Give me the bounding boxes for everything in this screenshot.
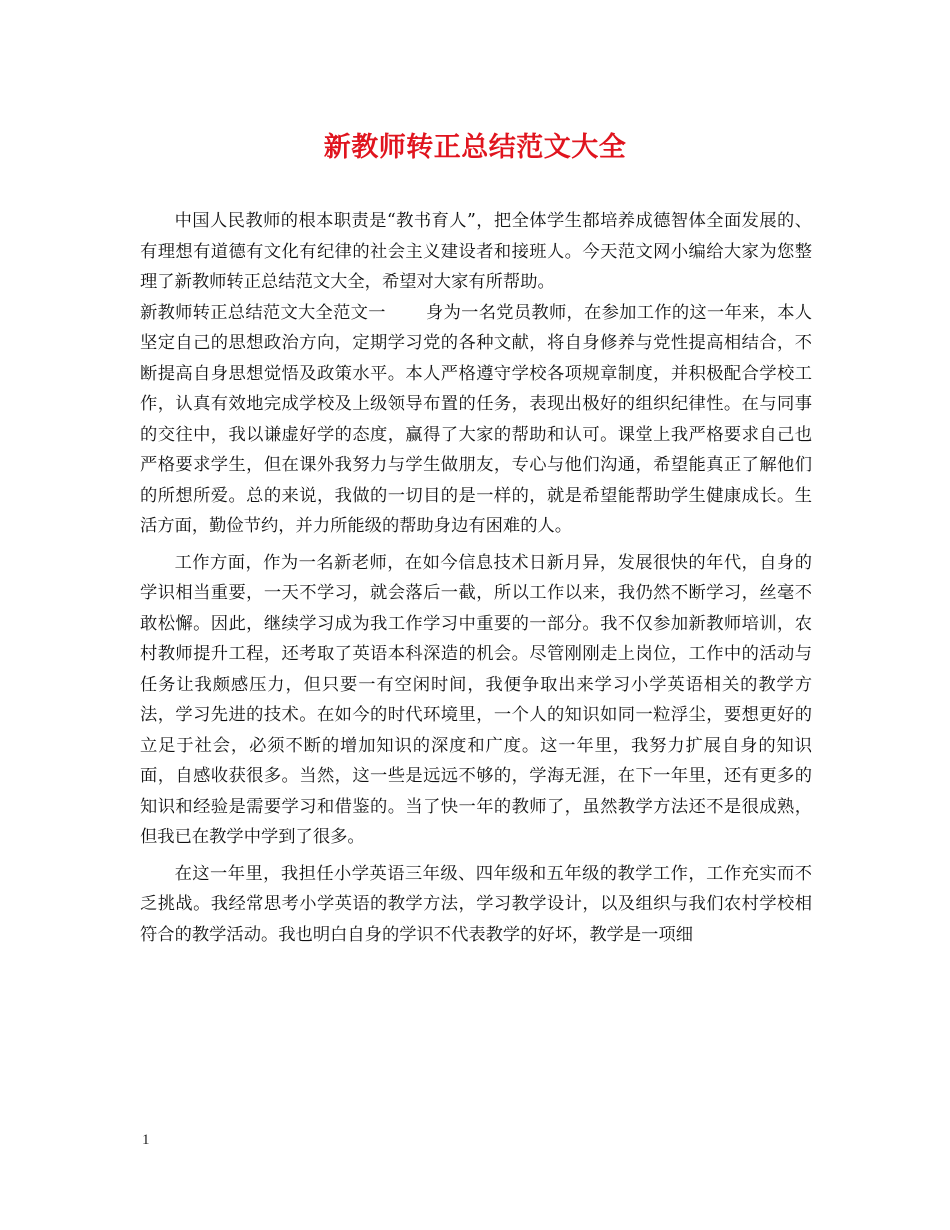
paragraph-teaching: 在这一年里，我担任小学英语三年级、四年级和五年级的教学工作，工作充实而不乏挑战。我经常思考小学英语的教学方法，学习教学设计，以及组织与我们农村学校相符合的教学活动。我也明白自身的学识不代表教学的好坏，教学是一项细 bbox=[140, 863, 812, 945]
section-one-text: 身为一名党员教师，在参加工作的这一年来，本人坚定自己的思想政治方向，定期学习党的各种文献，将自身修养与党性提高相结合，不断提高自身思想觉悟及政策水平。本人严格遵守学校各项规章制度，并积极配合学校工作，认真有效地完成学校及上级领导布置的任务，表现出极好的组织纪律性。在与同事的交往中，我以谦虚好学的态度，赢得了大家的帮助和认可。课堂上我严格要求自己也严格要求学生，但在课外我努力与学生做朋友，专心与他们沟通，希望能真正了解他们的所想所爱。总的来说，我做的一切目的是一样的，就是希望能帮助学生健康成长。生活方面，勤俭节约，并力所能级的帮助身边有困难的人。 bbox=[140, 302, 812, 536]
section-one-paragraph bbox=[140, 298, 812, 542]
intro-paragraph: 中国人民教师的根本职责是“教书育人”，把全体学生都培养成德智体全面发展的、有理想有道德有文化有纪律的社会主义建设者和接班人。今天范文网小编给大家为您整理了新教师转正总结范文大全，希望对大家有所帮助。 bbox=[140, 211, 812, 292]
page-number: 1 bbox=[142, 1132, 150, 1148]
document-body bbox=[140, 206, 812, 956]
section-heading: 新教师转正总结范文大全范文一 bbox=[140, 302, 386, 323]
paragraph-work: 工作方面，作为一名新老师，在如今信息技术日新月异，发展很快的年代，自身的学识相当重要，一天不学习，就会落后一截，所以工作以来，我仍然不断学习，丝毫不敢松懈。因此，继续学习成为我工作学习中重要的一部分。我不仅参加新教师培训，农村教师提升工程，还考取了英语本科深造的机会。尽管刚刚走上岗位，工作中的活动与任务让我颇感压力，但只要一有空闲时间，我便争取出来学习小学英语相关的教学方法，学习先进的技术。在如今的时代环境里，一个人的知识如同一粒浮尘，要想更好的立足于社会，必须不断的增加知识的深度和广度。这一年里，我努力扩展自身的知识面，自感收获很多。当然，这一些是远远不够的，学海无涯，在下一年里，还有更多的知识和经验是需要学习和借鉴的。当了快一年的教师了，虽然教学方法还不是很成熟，但我已在教学中学到了很多。 bbox=[140, 552, 812, 847]
document-title: 新教师转正总结范文大全 bbox=[323, 132, 627, 163]
